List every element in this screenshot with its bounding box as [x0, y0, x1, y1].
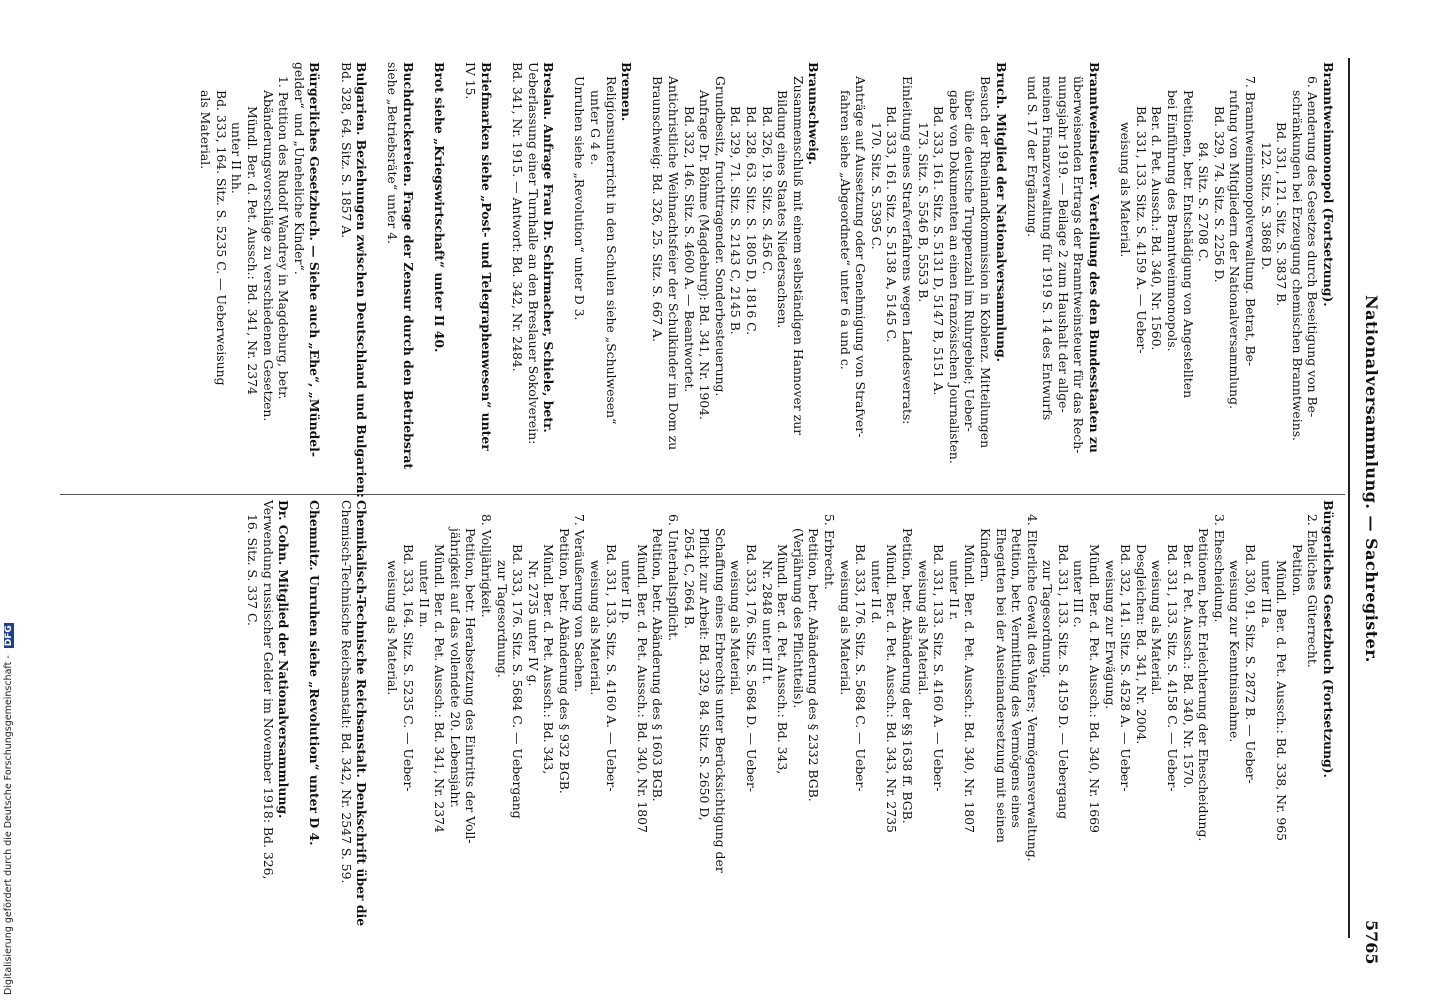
index-entry-line: und S. 17 der Ergänzung.: [1024, 76, 1040, 238]
index-entry-line: 173. Sitz. S. 5546 B, 5553 B.: [915, 122, 931, 303]
index-entry-line: [821, 62, 837, 502]
index-entry-line: Ber. d. Pet. Aussch.: Bd. 340, Nr. 1560.: [1149, 106, 1165, 351]
index-entry-line: Bd. 341, Nr. 1915. — Antwort: Bd. 342, Nr. 2484.: [510, 62, 526, 372]
index-entry-line: unter II hh.: [229, 122, 245, 194]
page-title: Nationalversammlung. — Sachregister.: [1362, 295, 1381, 663]
index-entry-line: Petition, betr. Abänderung des § 2332 BGB.: [806, 528, 822, 802]
index-entry-line: Petition, betr. Abänderung der §§ 1638 ff. BGB.: [899, 528, 915, 824]
index-entry-line: 7. Branntweinmonopolverwaltung. Betrat, Be-: [1243, 76, 1259, 367]
digitization-note: [3, 623, 14, 995]
index-entry-line: Petitionen, betr. Entschädigung von Angestellten: [1180, 90, 1196, 399]
index-entry-line: 5. Erbrecht.: [822, 514, 837, 590]
index-entry-line: unter III a.: [1258, 560, 1274, 629]
right-column: [244, 500, 1336, 940]
index-entry-heading: Brot siehe „Kriegswirtschaft“ unter II 40.: [432, 62, 448, 353]
index-entry-line: Besuch der Rheinlandkommission in Koblenz. Mitteilungen: [977, 76, 993, 449]
left-column: [198, 62, 1336, 502]
index-entry-line: 2654 C, 2664 B.: [681, 528, 697, 629]
index-entry-line: Bd. 333, 164. Sitz. S. 5235 C. — Ueber-: [400, 544, 416, 792]
index-entry-line: unter G 4 e.: [588, 90, 604, 166]
index-entry-line: 6. Unterhaltspflicht.: [666, 514, 682, 642]
index-entry-line: Bildung eines Staates Niedersachsen.: [775, 90, 791, 329]
index-entry-line: zur Tagesordnung.: [494, 560, 510, 678]
index-entry-line: zur Tagesordnung.: [1040, 560, 1056, 678]
index-entry-line: Petition, betr. Herabsetzung des Eintritts der Voll-: [463, 528, 479, 844]
index-entry-line: [291, 500, 307, 940]
index-entry-line: Mündl. Ber. d. Pet. Aussch.: Bd. 340, Nr. 1669: [1087, 544, 1103, 833]
page-number: 5765: [1362, 920, 1381, 965]
index-entry-line: Mündl. Ber. d. Pet. Aussch.: Bd. 343,: [541, 544, 557, 775]
index-entry-line: Bd. 331, 133. Sitz. S. 4159 D. — Uebergang: [1055, 544, 1071, 820]
index-entry-line: Verwendung russischer Gelder im November 1918: Bd. 326,: [260, 500, 276, 880]
index-entry-line: weisung als Material.: [728, 560, 744, 696]
index-entry-heading: Dr. Cohn. Mitglied der Nationalversammlung.: [276, 500, 292, 819]
index-entry-line: schränkungen bei Erzeugung chemischen Branntweins.: [1289, 90, 1305, 441]
index-entry-line: Petition, betr. Abänderung des § 1603 BGB.: [650, 528, 666, 802]
index-entry-line: IV 15.: [463, 62, 479, 100]
dfg-logo: DFG: [4, 625, 14, 647]
index-entry-line: Anträge auf Aussetzung oder Genehmigung von Strafver-: [853, 76, 869, 438]
index-entry-line: über die deutsche Truppenzahl im Ruhrgebiet; Ueber-: [962, 90, 978, 432]
index-entry-line: 122. Sitz. S. 3868 D.: [1258, 142, 1274, 271]
index-entry-line: Petition.: [1289, 544, 1305, 597]
index-entry-line: Einleitung eines Strafverfahrens wegen Landesverrats:: [899, 76, 915, 425]
index-entry-line: 84. Sitz. S. 2708 C.: [1196, 142, 1212, 262]
index-entry-line: 170. Sitz. S. 5395 C.: [868, 122, 884, 250]
index-entry-line: Petition, betr. Abänderung des § 932 BGB.: [556, 528, 572, 794]
index-entry-line: [556, 62, 572, 502]
index-entry-line: Nr. 2735 unter IV g.: [525, 560, 541, 687]
index-entry-line: Bd. 331, 121. Sitz. S. 3837 B.: [1274, 122, 1290, 307]
index-entry-line: 7. Veräußerung von Sachen.: [572, 514, 588, 692]
index-entry-heading: Buchdruckereien. Frage der Zensur durch den Betriebsrat: [400, 62, 416, 470]
index-entry-line: weisung als Material.: [588, 560, 604, 696]
index-entry-line: Antichristliche Weihnachtsfeier der Schulkinder im Dom zu: [666, 76, 682, 451]
index-entry-heading: Chemikalisch-Technische Reichsanstalt. Denkschrift über die: [354, 500, 370, 927]
index-entry-line: Bd. 326, 19. Sitz. S. 456 C.: [759, 106, 775, 275]
index-entry-line: [322, 62, 338, 502]
index-entry-line: Bd. 332, 146. Sitz. S. 4600 A. — Beantwortet.: [681, 106, 697, 393]
index-entry-line: als Material.: [198, 90, 214, 170]
index-entry-line: nungsjahr 1919. — Beilage 2 zum Haushalt der allge-: [1055, 76, 1071, 413]
index-entry-line: weisung als Material.: [1118, 122, 1134, 258]
index-entry-line: Bd. 333, 176. Sitz. S. 5684 C. — Ueber-: [853, 544, 869, 792]
index-entry-heading: Bruch. Mitglied der Nationalversammlung.: [993, 62, 1009, 362]
index-entry-line: Bd. 328, 64. Sitz. S. 1857 A.: [338, 62, 354, 239]
index-entry-line: weisung als Material.: [915, 560, 931, 696]
index-entry-line: Bd. 329, 74. Sitz. S. 2256 D.: [1211, 106, 1227, 283]
index-entry-line: 16. Sitz. S. 337 C.: [245, 514, 261, 626]
index-entry-line: Mündl. Ber. d. Pet. Aussch.: Bd. 343,: [775, 544, 791, 775]
index-entry-line: Kindern.: [977, 528, 993, 583]
index-entry-line: unter III c.: [1071, 560, 1087, 628]
index-entry-line: Bd. 329, 71. Sitz. S. 2143 C, 2145 B.: [728, 106, 744, 335]
index-entry-line: Mündl. Ber. d. Pet. Aussch.: Bd. 341, Nr. 2374: [245, 106, 261, 395]
index-entry-line: Religionsunterricht in den Schulen siehe „Schulwesen“: [603, 76, 619, 425]
index-entry-line: Ehegatten bei der Auseinandersetzung mit seinen: [993, 528, 1009, 843]
index-entry-line: unter II d.: [868, 560, 884, 624]
index-entry-line: 3. Ehescheidung.: [1211, 514, 1227, 623]
index-entry-heading: Bulgarien. Beziehungen zwischen Deutschland und Bulgarien:: [354, 62, 370, 498]
index-entry-heading: Branntweinsteuer. Verteilung des den Bundesstaaten zu: [1087, 62, 1103, 453]
index-entry-line: [369, 62, 385, 502]
index-entry-heading: Bürgerliches Gesetzbuch (Fortsetzung).: [1321, 500, 1336, 778]
index-entry-line: [416, 62, 432, 502]
page-header: [1341, 70, 1381, 965]
index-entry-line: [1009, 62, 1025, 502]
index-entry-line: Petition, betr. Vermittlung des Vermögens eines: [1009, 528, 1025, 828]
index-entry-line: fahren siehe „Abgeordnete“ unter 6 a und c.: [837, 90, 853, 370]
index-entry-line: Bd. 333, 176. Sitz. S. 5684 C. — Uebergang: [510, 544, 526, 819]
index-entry-line: [369, 500, 385, 940]
index-entry-line: Bd. 331, 133. Sitz. S. 4159 A. — Ueber-: [1133, 106, 1149, 354]
index-entry-line: Ueberlassung einer Turnhalle an den Breslauer Sokolverein:: [525, 62, 541, 445]
index-entry-line: Unruhen siehe „Revolution“ unter D 3.: [572, 76, 588, 321]
index-entry-line: Schaffung eines Erbrechts unter Berücksichtigung der: [712, 528, 728, 873]
index-entry-line: Bd. 333, 161. Sitz. S. 5138 A, 5145 C.: [884, 106, 900, 343]
index-entry-line: weisung als Material.: [1149, 560, 1165, 696]
index-entry-line: gabe von Dokumenten an einen französischen Journalisten.: [946, 90, 962, 464]
index-entry-line: 8. Volljährigkeit.: [478, 514, 494, 618]
index-entry-line: jährigkeit auf das vollendete 20. Lebensjahr.: [447, 528, 463, 808]
index-entry-line: 1. Petition des Rudolf Wandrey in Magdeburg, betr.: [276, 76, 292, 400]
index-entry-line: Mündl. Ber. d. Pet. Aussch.: Bd. 340, Nr. 1807: [962, 544, 978, 833]
index-entry-line: Chemisch-Technische Reichsanstalt: Bd. 342, Nr. 2547 S. 59.: [338, 500, 354, 884]
index-entry-line: Bd. 332, 141. Sitz. S. 4528 A. — Ueber-: [1118, 544, 1134, 792]
index-entry-line: weisung als Material.: [837, 560, 853, 696]
index-entry-line: unter II r.: [946, 560, 962, 621]
index-entry-line: Petitionen, betr. Erleichterung der Ehescheidung.: [1196, 528, 1212, 842]
index-entry-line: 4. Elterliche Gewalt des Vaters; Vermögensverwaltung.: [1024, 514, 1040, 862]
index-entry-line: Mündl. Ber. d. Pet. Aussch.: Bd. 338, Nr. 965: [1274, 560, 1290, 842]
index-entry-line: Bd. 331, 133. Sitz. S. 4160 A. — Ueber-: [931, 544, 947, 792]
index-entry-line: [494, 62, 510, 502]
index-entry-line: weisung als Material.: [385, 560, 401, 696]
index-entry-line: unter II m.: [416, 560, 432, 628]
index-entry-heading: Branntweinmonopol (Fortsetzung).: [1321, 62, 1336, 307]
index-entry-heading: Braunschweig.: [806, 62, 822, 165]
index-entry-line: Desgleichen: Bd. 341, Nr. 2004.: [1133, 544, 1149, 745]
index-entry-line: bei Einführung des Branntweinmonopols.: [1165, 90, 1181, 352]
index-entry-line: Bd. 333, 176. Sitz. S. 5684 D. — Ueber-: [744, 544, 760, 793]
index-entry-line: Bd. 331, 133. Sitz. S. 4160 A. — Ueber-: [603, 544, 619, 792]
index-entry-line: Mündl. Ber. d. Pet. Aussch.: Bd. 341, Nr. 2374: [432, 544, 448, 833]
index-entry-line: Bd. 330, 91. Sitz. S. 2872 B. — Ueber-: [1243, 544, 1259, 784]
index-entry-line: Grundbesitz, fruchttragender. Sonderbesteuerung.: [712, 76, 728, 397]
index-entry-heading: Briefmarken siehe „Post- und Telegraphenwesen“ unter: [478, 62, 494, 451]
index-entry-line: gelder“ und „Uneheliche Kinder“.: [291, 62, 307, 275]
index-entry-heading: Bürgerliches Gesetzbuch. — Siehe auch „Ehe“, „Mündel-: [307, 62, 323, 457]
index-entry-line: 6. Aenderung des Gesetzes durch Beseitigung von Be-: [1305, 76, 1321, 418]
index-entry-line: überweisenden Ertrags der Branntweinsteuer für das Rech-: [1071, 76, 1087, 454]
index-entry-line: Abänderungsvorschläge zu verschiedenen Gesetzen.: [260, 90, 276, 422]
index-entry-heading: Bremen.: [619, 62, 635, 122]
index-entry-heading: Breslau. Anfrage Frau Dr. Schirmacher, Schiele, betr.: [541, 62, 557, 433]
index-entry-line: siehe „Betriebsräte“ unter 4.: [385, 62, 401, 245]
index-entry-line: weisung zur Erwägung.: [1102, 560, 1118, 710]
index-entry-line: 2. Eheliches Güterrecht.: [1305, 514, 1321, 668]
index-entry-line: rufung von Mitgliedern der Nationalversammlung.: [1227, 90, 1243, 410]
index-entry-line: Bd. 333, 164. Sitz. S. 5235 C. — Ueberweisung: [213, 90, 229, 386]
index-entry-line: Mündl. Ber. d. Pet. Aussch.: Bd. 340, Nr. 1807: [634, 544, 650, 833]
header-rule: [1348, 58, 1350, 938]
footer-text: Digitalisierung gefördert durch die Deutsche Forschungsgemeinschaft -: [3, 655, 14, 995]
index-entry-line: Zusammenschluß mit einem selbständigen Hannover zur: [790, 76, 806, 436]
index-entry-line: (Verjährung des Pflichtteils).: [790, 528, 806, 709]
index-entry-line: [447, 62, 463, 502]
index-entry-line: [322, 500, 338, 940]
index-entry-line: Bd. 333, 161. Sitz. S. 5131 D, 5147 B, 5151 A.: [931, 106, 947, 396]
index-entry-line: [634, 62, 650, 502]
index-entry-line: weisung zur Kenntnisnahme.: [1227, 560, 1243, 743]
index-entry-line: Pflicht zur Arbeit: Bd. 329, 84. Sitz. S. 2650 D,: [697, 528, 713, 821]
index-entry-line: Bd. 331, 133. Sitz. S. 4158 C. — Ueber-: [1165, 544, 1181, 792]
index-entry-line: Mündl. Ber. d. Pet. Aussch.: Bd. 343, Nr. 2735: [884, 544, 900, 833]
index-entry-line: Anfrage Dr. Böhme (Magdeburg): Bd. 341, Nr. 1904.: [697, 90, 713, 420]
index-entry-line: meinen Finanzverwaltung für 1919 S. 14 des Entwurfs: [1040, 76, 1056, 421]
index-entry-line: [1102, 62, 1118, 502]
index-entry-line: unter II p.: [619, 560, 635, 624]
index-entry-line: Nr. 2848 unter III t.: [759, 560, 775, 685]
index-entry-line: Bd. 328, 63. Sitz. S. 1805 D, 1816 C.: [744, 106, 760, 336]
index-entry-line: Braunschweig: Bd. 326, 25. Sitz. S. 667 A.: [650, 76, 666, 342]
index-entry-line: Ber. d. Pet. Aussch.: Bd. 340, Nr. 1570.: [1180, 544, 1196, 789]
index-entry-heading: Chemnitz. Unruhen siehe „Revolution“ unter D 4.: [307, 500, 323, 846]
